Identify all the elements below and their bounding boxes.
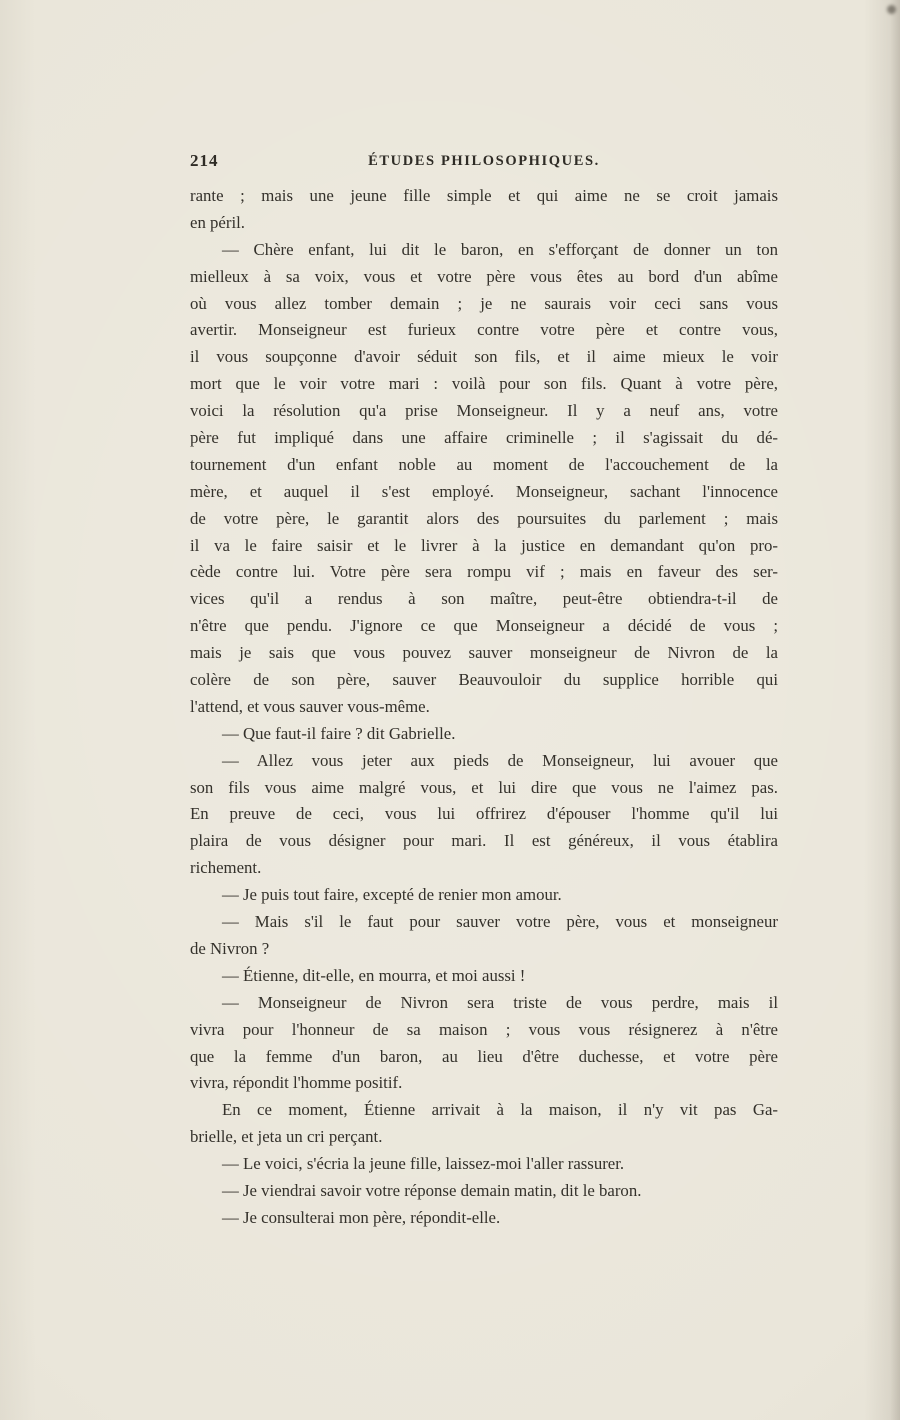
text-line: En ce moment, Étienne arrivait à la maison, il n'y vit pas Ga- bbox=[222, 1100, 778, 1120]
text-line: mère, et auquel il s'est employé. Monseigneur, sachant l'innocence bbox=[190, 481, 778, 501]
running-title: ÉTUDES PHILOSOPHIQUES. bbox=[368, 153, 600, 169]
paragraph bbox=[190, 882, 778, 909]
text-line: mais je sais que vous pouvez sauver monseigneur de Nivron de la bbox=[190, 643, 778, 663]
page-number: 214 bbox=[190, 151, 219, 170]
paragraph bbox=[190, 909, 778, 963]
text-line: il va le faire saisir et le livrer à la justice en demandant qu'on pro- bbox=[190, 535, 778, 555]
text-line: il vous soupçonne d'avoir séduit son fils, et il aime mieux le voir bbox=[190, 347, 778, 367]
text-line: En preuve de ceci, vous lui offrirez d'épouser l'homme qu'il lui bbox=[190, 804, 778, 824]
text-line: père fut impliqué dans une affaire criminelle ; il s'agissait du dé- bbox=[190, 428, 778, 448]
text-line: cède contre lui. Votre père sera rompu vif ; mais en faveur des ser- bbox=[190, 562, 778, 582]
scan-speck-artifact bbox=[887, 5, 896, 14]
text-line: — Allez vous jeter aux pieds de Monseigneur, lui avouer que bbox=[222, 750, 778, 770]
text-line: rante ; mais une jeune fille simple et qui aime ne se croit jamais bbox=[190, 186, 778, 205]
text-line: que la femme d'un baron, au lieu d'être duchesse, et votre père bbox=[190, 1046, 778, 1066]
text-line: — Chère enfant, lui dit le baron, en s'efforçant de donner un ton bbox=[222, 239, 778, 259]
paragraph bbox=[190, 1178, 778, 1205]
text-line: vivra, répondit l'homme positif. bbox=[190, 1073, 403, 1093]
text-line: — Je puis tout faire, excepté de renier mon amour. bbox=[222, 885, 562, 905]
text-line: vivra pour l'honneur de sa maison ; vous vous résignerez à n'être bbox=[190, 1019, 778, 1039]
running-head bbox=[190, 151, 778, 173]
text-line: mielleux à sa voix, vous et votre père vous êtes au bord d'un abîme bbox=[190, 266, 778, 286]
text-line: colère de son père, sauver Beauvouloir du supplice horrible qui bbox=[190, 670, 778, 690]
text-line: vices qu'il a rendus à son maître, peut-être obtiendra-t-il de bbox=[190, 589, 778, 609]
text-line: de Nivron ? bbox=[190, 938, 270, 958]
text-line: avertir. Monseigneur est furieux contre votre père et contre vous, bbox=[190, 320, 778, 340]
paragraph bbox=[190, 1097, 778, 1151]
text-line: n'être que pendu. J'ignore ce que Monseigneur a décidé de vous ; bbox=[190, 616, 778, 636]
text-line: — Mais s'il le faut pour sauver votre père, vous et monseigneur bbox=[222, 912, 778, 932]
paragraph bbox=[190, 990, 778, 1098]
text-line: voici la résolution qu'a prise Monseigneur. Il y a neuf ans, votre bbox=[190, 401, 778, 421]
paragraph bbox=[190, 963, 778, 990]
text-line: mort que le voir votre mari : voilà pour son fils. Quant à votre père, bbox=[190, 374, 778, 394]
text-line: richement. bbox=[190, 858, 262, 878]
paragraph bbox=[190, 237, 778, 721]
text-line: où vous allez tomber demain ; je ne saurais voir ceci sans vous bbox=[190, 293, 778, 313]
text-line: — Que faut-il faire ? dit Gabrielle. bbox=[222, 723, 456, 743]
scan-edge-shadow bbox=[890, 0, 900, 1420]
text-line: l'attend, et vous sauver vous-même. bbox=[190, 696, 430, 716]
text-line: brielle, et jeta un cri perçant. bbox=[190, 1127, 383, 1147]
text-line: son fils vous aime malgré vous, et lui dire que vous ne l'aimez pas. bbox=[190, 777, 778, 797]
body-text-block bbox=[190, 183, 778, 1232]
text-line: en péril. bbox=[190, 212, 245, 232]
paragraph bbox=[190, 1205, 778, 1232]
text-line: — Monseigneur de Nivron sera triste de vous perdre, mais il bbox=[222, 992, 778, 1012]
text-line: — Étienne, dit-elle, en mourra, et moi aussi ! bbox=[222, 965, 526, 985]
text-line: tournement d'un enfant noble au moment de l'accouchement de la bbox=[190, 454, 778, 474]
paragraph bbox=[190, 183, 778, 237]
text-line: plaira de vous désigner pour mari. Il est généreux, il vous établira bbox=[190, 831, 778, 851]
text-line: — Je viendrai savoir votre réponse demain matin, dit le baron. bbox=[222, 1180, 642, 1200]
paragraph bbox=[190, 748, 778, 882]
text-line: — Le voici, s'écria la jeune fille, laissez-moi l'aller rassurer. bbox=[222, 1154, 625, 1174]
paragraph bbox=[190, 1151, 778, 1178]
paragraph bbox=[190, 721, 778, 748]
text-line: — Je consulterai mon père, répondit-elle. bbox=[222, 1207, 501, 1227]
text-line: de votre père, le garantit alors des poursuites du parlement ; mais bbox=[190, 508, 778, 528]
